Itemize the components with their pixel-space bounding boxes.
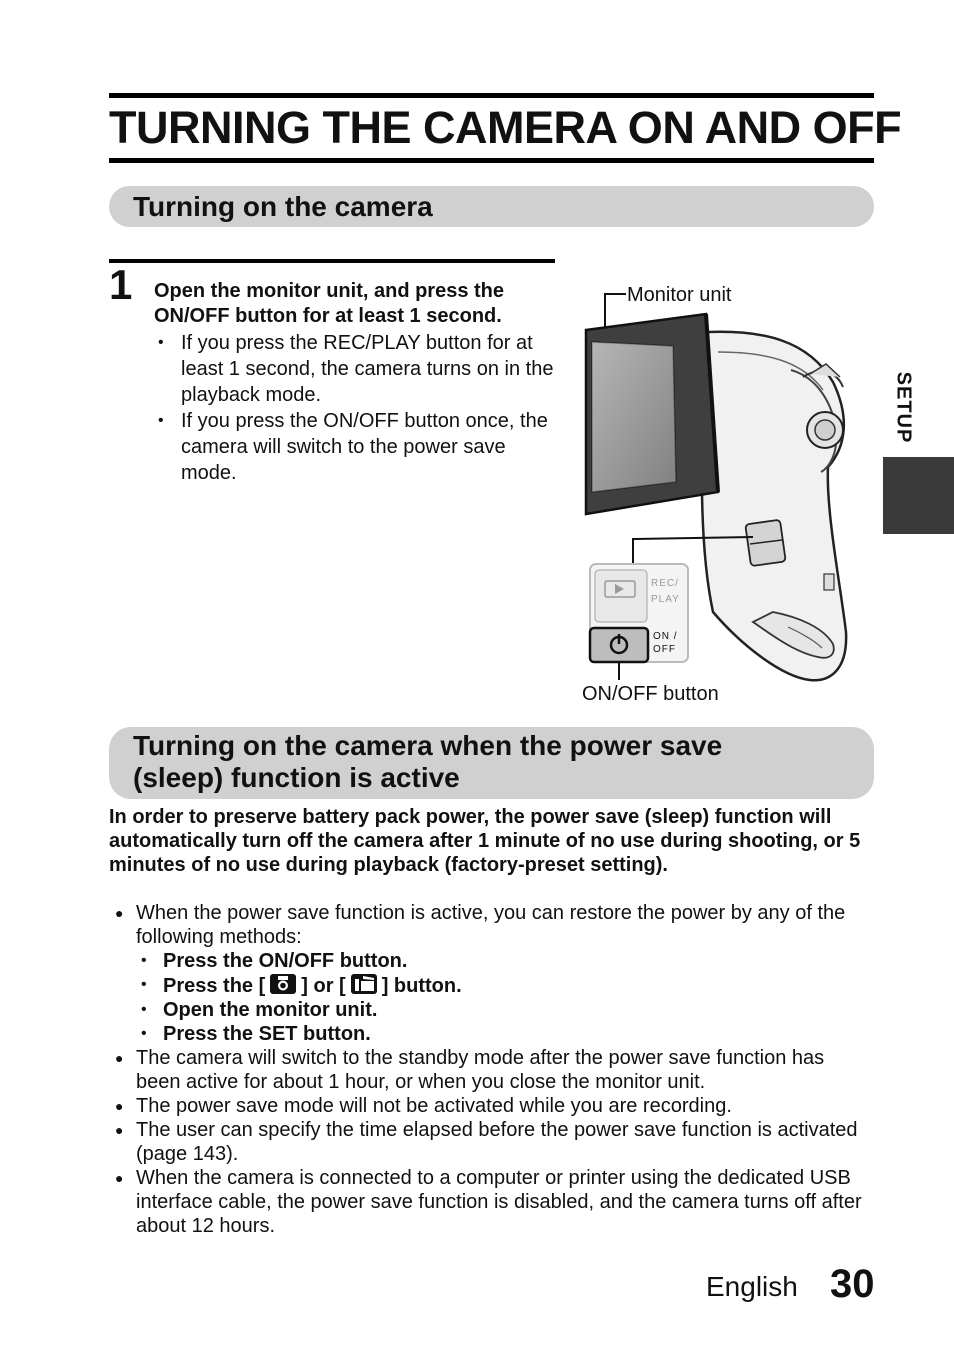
page-number: 30 (830, 1262, 875, 1306)
method-item (136, 973, 874, 998)
method-text: ] button. (381, 975, 462, 997)
step-note: • If you press the REC/PLAY button for at least 1 second, the camera turns on in the playback mode. (154, 330, 556, 408)
section-title (133, 730, 722, 794)
bullet-item: ● The user can specify the time elapsed before the power save function is activated (page 143). (109, 1118, 874, 1166)
method-item: • Open the monitor unit. (136, 998, 874, 1022)
bullet-item: ● When the camera is connected to a computer or printer using the dedicated USB interface cable, the power save function is disabled, and the camera turns off after about 12 hours. (109, 1166, 874, 1238)
footer-language: English (706, 1271, 798, 1302)
video-camera-icon (350, 973, 378, 995)
title-rule-bottom (109, 158, 874, 163)
step-note: • If you press the ON/OFF button once, the camera will switch to the power save mode. (154, 408, 556, 486)
camera-illustration (578, 282, 868, 682)
side-tab-marker (883, 457, 954, 534)
power-save-intro: In order to preserve battery pack power, the power save (sleep) function will automatically turn off the camera after 1 minute of no use during shooting, or 5 minutes of no use during playback (factory-preset setting). (109, 806, 861, 876)
step-notes (154, 330, 556, 486)
section-title-line2: (sleep) function is active (133, 762, 460, 793)
method-text: ] or [ (301, 975, 346, 997)
rec-play-label-line2: PLAY (651, 594, 680, 605)
section-header-power-save (109, 727, 874, 799)
bullet-item: ● The camera will switch to the standby mode after the power save function has been active for about 1 hour, or when you close the monitor unit. (109, 1046, 874, 1094)
page-title: TURNING THE CAMERA ON AND OFF (109, 102, 902, 153)
side-tab-text: SETUP (892, 371, 915, 444)
step-rule (109, 259, 555, 263)
onoff-label-line1: ON / (653, 631, 678, 642)
method-item: • Press the ON/OFF button. (136, 949, 874, 973)
figure-label-onoff-button: ON/OFF button (582, 683, 719, 705)
camera-icon (269, 973, 297, 995)
bullet-item (109, 901, 874, 1046)
step-instruction: Open the monitor unit, and press the ON/OFF button for at least 1 second. (154, 280, 505, 327)
title-rule-top (109, 93, 874, 98)
side-tab-label (880, 356, 930, 466)
bullet-text: When the power save function is active, you can restore the power by any of the following methods: (136, 902, 846, 948)
step-number: 1 (109, 261, 133, 308)
rec-play-label-line1: REC/ (651, 578, 679, 589)
method-text: Press the [ (163, 975, 266, 997)
restore-methods (136, 949, 874, 1046)
power-save-bullets (109, 901, 874, 1238)
section-title: Turning on the camera (133, 191, 433, 222)
figure-label-monitor-unit: Monitor unit (627, 284, 732, 306)
method-item: • Press the SET button. (136, 1022, 874, 1046)
section-header-turning-on (109, 186, 874, 227)
section-title-line1: Turning on the camera when the power save (133, 730, 723, 761)
onoff-label-line2: OFF (653, 644, 676, 655)
bullet-item: ● The power save mode will not be activated while you are recording. (109, 1094, 874, 1118)
